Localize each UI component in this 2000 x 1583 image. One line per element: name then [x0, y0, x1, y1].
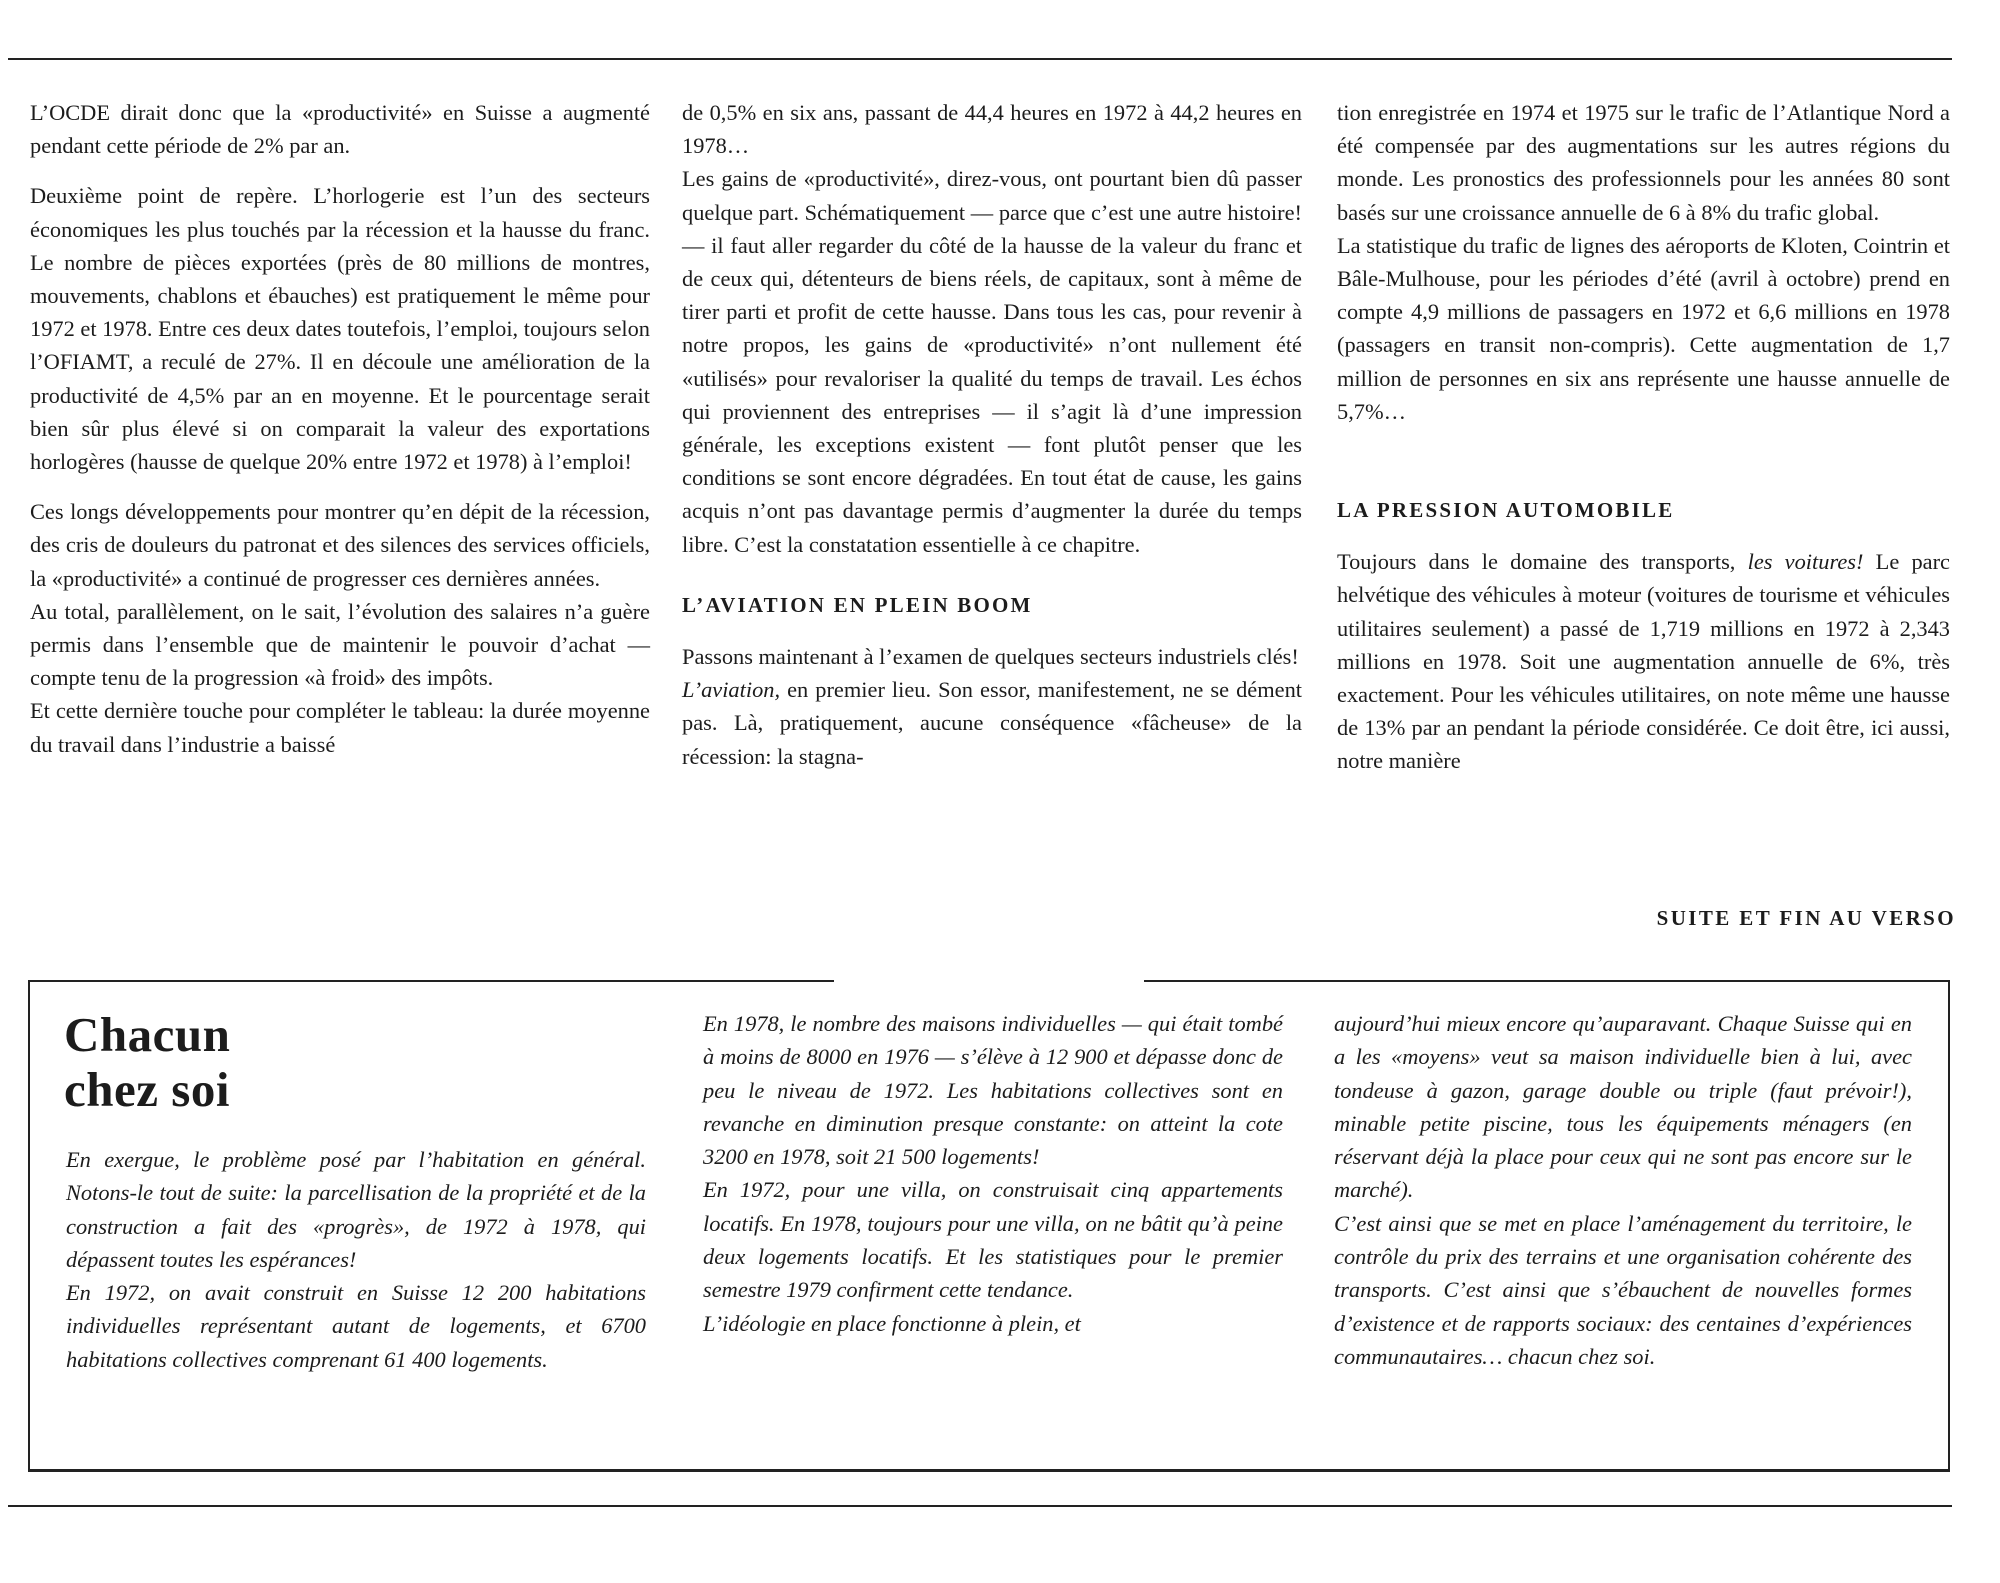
article-column-2	[682, 96, 1302, 773]
paragraph: Deuxième point de repère. L’horlogerie est l’un des secteurs économiques les plus touchés par la récession et la hausse du franc. Le nombre de pièces exportées (près de 80 millions de montres, mouvements, chablons et ébauches) est pratiquement le même pour 1972 et 1978. Entre ces deux dates toutefois, l’emploi, toujours selon l’OFIAMT, a reculé de 27%. Il en découle une amélioration de la productivité de 4,5% par an en moyenne. Et le pourcentage serait bien sûr plus élevé si on comparait la valeur des exportations horlogères (hausse de quelque 20% entre 1972 et 1978) à l’emploi!	[30, 183, 650, 475]
bottom-rule	[8, 1505, 1952, 1507]
paragraph: Au total, parallèlement, on le sait, l’évolution des salaires n’a guère permis dans l’ensemble que de maintenir le pouvoir d’achat — compte tenu de la progression «à froid» des impôts.	[30, 598, 650, 691]
paragraph-text: Le parc helvétique des véhicules à moteur (voitures de tourisme et véhicules utilitaires seulement) a passé de 1,719 millions en 1972 à 2,343 millions en 1978. Soit une augmentation annuelle de 6%, très exactement. Pour les véhicules utilitaires, on note même une hausse de 13% par an pendant la période considérée. Ce doit être, ici aussi, notre manière	[1337, 549, 1950, 774]
paragraph: En 1978, le nombre des maisons individuelles — qui était tombé à moins de 8000 en 1976 — s’élève à 12 900 et dépasse donc de peu le niveau de 1972. Les habitations collectives sont en revanche en diminution presque constante: on atteint la cote 3200 en 1978, soit 21 500 logements!	[703, 1011, 1283, 1170]
emphasis: L’aviation,	[682, 677, 781, 703]
paragraph-text: Toujours dans le domaine des transports,	[1337, 549, 1748, 575]
article-column-3	[1337, 96, 1950, 778]
box-border-gap	[834, 976, 1144, 986]
paragraph: Passons maintenant à l’examen de quelques secteurs industriels clés!	[682, 644, 1299, 670]
paragraph-text: en premier lieu. Son essor, manifestement, ne se dément pas. Là, pratiquement, aucune conséquence «fâcheuse» de la récession: la stagna-	[682, 677, 1302, 769]
paragraph: En 1972, pour une villa, on construisait cinq appartements locatifs. En 1978, toujours pour une villa, on ne bâtit qu’à peine deux logements locatifs. Et les statistiques pour le premier semestre 1979 confirment cette tendance.	[703, 1177, 1283, 1303]
emphasis: les voitures!	[1747, 549, 1864, 575]
paragraph: L’OCDE dirait donc que la «productivité» en Suisse a augmenté pendant cette période de 2% par an.	[30, 100, 650, 159]
box-title-line: chez soi	[64, 1062, 230, 1117]
paragraph: C’est ainsi que se met en place l’aménagement du territoire, le contrôle du prix des terrains et une organisation cohérente des transports. C’est ainsi que s’ébauchent de nouvelles formes d’existence et de rapports sociaux: des centaines d’expériences communautaires… chacun chez soi.	[1334, 1210, 1912, 1369]
box-title-line: Chacun	[64, 1007, 231, 1062]
paragraph	[682, 673, 1302, 773]
paragraph: En exergue, le problème posé par l’habitation en général. Notons-le tout de suite: la parcellisation de la propriété et de la construction a fait des «progrès», de 1972 à 1978, qui dépassent toutes les espérances!	[66, 1147, 646, 1272]
paragraph: aujourd’hui mieux encore qu’auparavant. Chaque Suisse qui en a les «moyens» veut sa maison individuelle bien à lui, avec tondeuse à gazon, garage double ou triple (faut prévoir!), minable petite piscine, tous les équipements ménagers (en réservant déjà la place pour ceux qui ne sont pas encore sur le marché).	[1334, 1011, 1912, 1203]
paragraph: Et cette dernière touche pour compléter le tableau: la durée moyenne du travail dans l’industrie a baissé	[30, 698, 650, 757]
box-column-2	[703, 1007, 1283, 1340]
paragraph: Les gains de «productivité», direz-vous, ont pourtant bien dû passer quelque part. Schématiquement — parce que c’est une autre histoire! — il faut aller regarder du côté de la hausse de la valeur du franc et de ceux qui, détenteurs de biens réels, de capitaux, sont à même de tirer parti et profit de cette hausse. Dans tous les cas, pour revenir à notre propos, les gains de «productivité» n’ont nullement été «utilisés» pour revaloriser la qualité du temps de travail. Les échos qui proviennent des entreprises — il s’agit là d’une impression générale, les exceptions existent — font plutôt penser que les conditions se sont encore dégradées. En tout état de cause, les gains acquis n’ont pas davantage permis d’augmenter la durée du temps libre. C’est la constatation essentielle à ce chapitre.	[682, 166, 1302, 557]
paragraph	[1337, 545, 1950, 777]
paragraph: La statistique du trafic de lignes des aéroports de Kloten, Cointrin et Bâle-Mulhouse, pour les périodes d’été (avril à octobre) prend en compte 4,9 millions de passagers en 1972 et 6,6 millions en 1978 (passagers en transit non-compris). Cette augmentation de 1,7 million de personnes en six ans représente une hausse annuelle de 5,7%…	[1337, 232, 1950, 424]
box-title	[64, 1007, 230, 1117]
section-heading-automobile: LA PRESSION AUTOMOBILE	[1337, 498, 1675, 523]
box-column-3	[1334, 1007, 1912, 1373]
paragraph: de 0,5% en six ans, passant de 44,4 heures en 1972 à 44,2 heures en 1978…	[682, 100, 1302, 159]
top-rule	[8, 58, 1952, 60]
paragraph: En 1972, on avait construit en Suisse 12 200 habitations individuelles représentant autant de logements, et 6700 habitations collectives comprenant 61 400 logements.	[66, 1280, 646, 1372]
paragraph: Ces longs développements pour montrer qu’en dépit de la récession, des cris de douleurs du patronat et des silences des services officiels, la «productivité» a continué de progresser ces dernières années.	[30, 499, 650, 591]
section-heading-aviation: L’AVIATION EN PLEIN BOOM	[682, 592, 1033, 617]
article-column-1	[30, 96, 650, 761]
paragraph: tion enregistrée en 1974 et 1975 sur le trafic de l’Atlantique Nord a été compensée par des augmentations sur les autres régions du monde. Les pronostics des professionnels pour les années 80 sont basés sur une croissance annuelle de 6 à 8% du trafic global.	[1337, 100, 1950, 225]
box-column-1	[66, 1143, 646, 1376]
paragraph: L’idéologie en place fonctionne à plein, et	[703, 1310, 1081, 1336]
continued-notice: SUITE ET FIN AU VERSO	[1656, 906, 1956, 930]
